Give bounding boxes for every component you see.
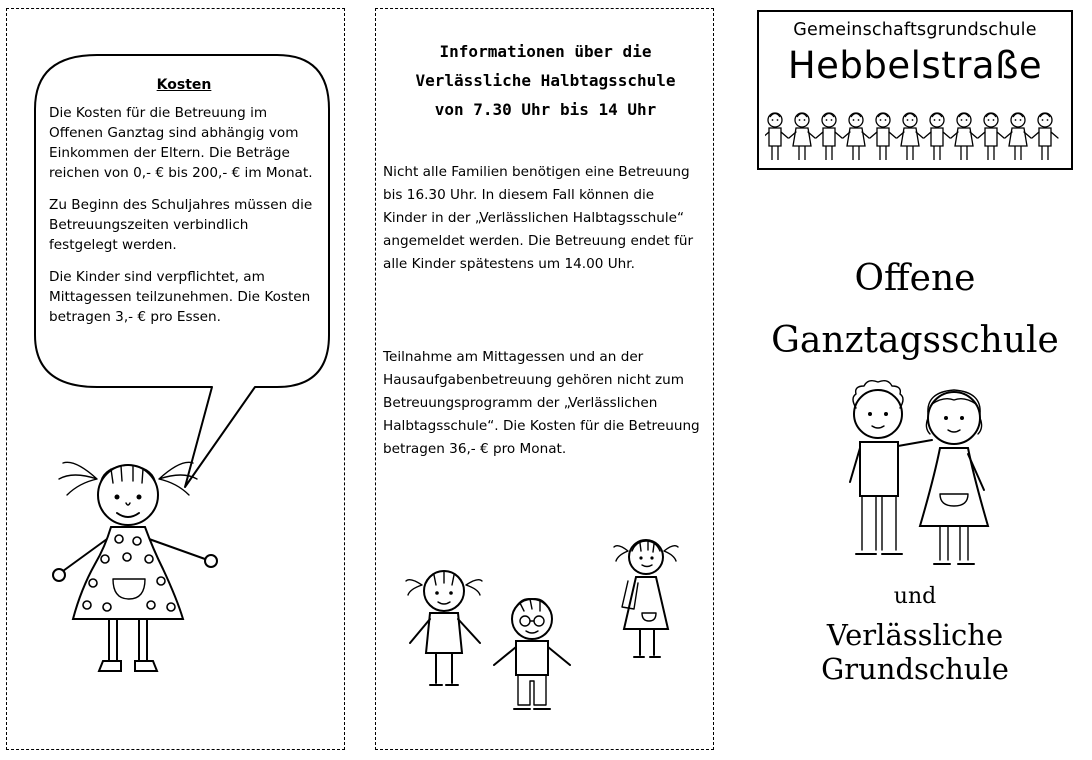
logo-child-figure [1032, 113, 1058, 160]
middle-title-line-3: von 7.30 Uhr bis 14 Uhr [434, 100, 657, 119]
title-verlaessliche-grundschule: Verlässliche Grundschule [821, 618, 1009, 686]
title-ganztagsschule: Ganztagsschule [771, 320, 1059, 361]
middle-title-line-2: Verlässliche Halbtagsschule [415, 71, 676, 90]
bubble-text-block [49, 75, 319, 339]
costs-paragraph: Die Kosten für die Betreuung im Offenen Ganztag sind abhängig vom Einkommen der Eltern. Die Beträge reichen von 0,- € bis 200,- € im Monat. [49, 105, 313, 181]
left-panel [6, 8, 345, 750]
children-holding-hands-icon [765, 108, 1065, 168]
school-logo-box [757, 10, 1073, 170]
logo-child-figure [924, 113, 950, 160]
logo-child-figure [870, 113, 896, 160]
schedule-paragraph: Zu Beginn des Schuljahres müssen die Betreuungszeiten verbindlich festgelegt werden. [49, 197, 313, 253]
title-offene: Offene [854, 258, 976, 299]
middle-panel [375, 8, 714, 750]
logo-child-figure [1005, 113, 1031, 160]
logo-child-figure [789, 113, 815, 160]
two-children-icon [836, 378, 996, 578]
logo-child-figure [951, 113, 977, 160]
logo-child-figure [816, 113, 842, 160]
bubble-title: Kosten [156, 77, 212, 93]
lunch-paragraph: Die Kinder sind verpflichtet, am Mittagessen teilzunehmen. Die Kosten betragen 3,- € pro Essen. [49, 269, 311, 325]
title-und: und [893, 584, 937, 609]
school-name-small: Gemeinschaftsgrundschule [793, 20, 1037, 40]
half-day-paragraph: Nicht alle Familien benötigen eine Betreuung bis 16.30 Uhr. In diesem Fall können die Kinder in der „Verlässlichen Halbtagsschule“ angemeldet werden. Die Betreuung endet für alle Kinder spätestens um 14.00 Uhr. [383, 164, 694, 272]
three-children-icon [402, 525, 692, 725]
middle-title-line-1: Informationen über die [439, 42, 652, 61]
logo-child-figure [978, 113, 1004, 160]
girl-drawing-icon [45, 439, 225, 679]
school-name-big: Hebbelstraße [787, 44, 1043, 87]
logo-child-figure [843, 113, 869, 160]
half-day-costs-paragraph: Teilnahme am Mittagessen und an der Hausaufgabenbetreuung gehören nicht zum Betreuungsprogramm der „Verlässlichen Halbtagsschule“. Die Kosten für die Betreuung betragen 36,- € pro Monat. [383, 349, 700, 457]
logo-child-figure [765, 113, 788, 160]
middle-title [376, 37, 715, 124]
logo-child-figure [897, 113, 923, 160]
